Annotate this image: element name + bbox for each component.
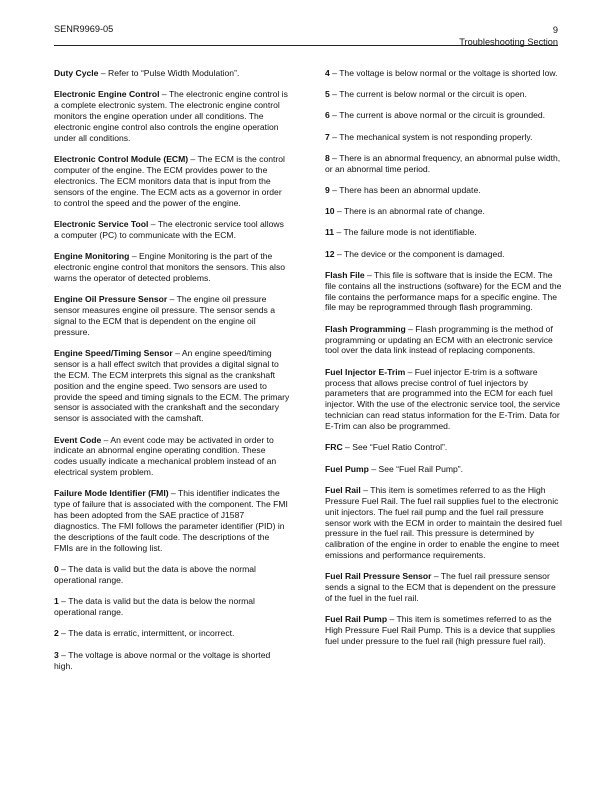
term-separator: – bbox=[329, 131, 340, 142]
term-separator: – bbox=[405, 323, 416, 334]
glossary-entry bbox=[325, 367, 563, 432]
glossary-term: Fuel Pump bbox=[325, 463, 369, 474]
header-divider bbox=[54, 45, 558, 46]
term-separator: – bbox=[58, 628, 69, 639]
term-separator: – bbox=[360, 484, 371, 495]
glossary-term: Failure Mode Identifier (FMI) bbox=[54, 488, 169, 499]
glossary-entry bbox=[325, 442, 563, 453]
glossary-entry bbox=[325, 132, 563, 143]
glossary-entry bbox=[54, 251, 290, 284]
term-separator: – bbox=[168, 488, 178, 499]
glossary-entry bbox=[325, 89, 563, 100]
glossary-entry bbox=[325, 324, 563, 357]
glossary-definition: The electronic service tool allows a computer (PC) to communicate with the ECM. bbox=[54, 218, 284, 240]
term-separator: – bbox=[329, 184, 340, 195]
glossary-entry bbox=[325, 227, 563, 238]
glossary-entry bbox=[54, 294, 290, 338]
glossary-term: Engine Oil Pressure Sensor bbox=[54, 293, 168, 304]
glossary-term: 2 bbox=[54, 628, 59, 639]
glossary-definition: The failure mode is not identifiable. bbox=[343, 227, 477, 238]
glossary-entry bbox=[54, 488, 290, 553]
glossary-definition: There has been an abnormal update. bbox=[339, 184, 481, 195]
glossary-term: 9 bbox=[325, 184, 330, 195]
glossary-entry bbox=[325, 249, 563, 260]
glossary-definition: There is an abnormal frequency, an abnormal pulse width, or an abnormal time period. bbox=[325, 152, 561, 174]
term-separator: – bbox=[329, 89, 340, 100]
term-separator: – bbox=[159, 89, 169, 100]
glossary-entry bbox=[54, 650, 290, 672]
glossary-entry bbox=[54, 68, 290, 79]
glossary-definition: This identifier indicates the type of failure that is associated with the component. The FMI has been adopted from the SAE practice of J1587 diagnostics. The FMI follows the parameter identifier (PID) in the descriptions of the fault code. The descriptions of the FMIs are in the following list. bbox=[54, 488, 288, 553]
document-id: SENR9969-05 bbox=[54, 24, 114, 34]
term-separator: – bbox=[387, 614, 397, 625]
glossary-term: 12 bbox=[325, 248, 335, 259]
term-separator: – bbox=[101, 434, 111, 445]
glossary-definition: Engine Monitoring is the part of the electronic engine control that monitors the sensors. This also warns the operator of detected problems. bbox=[54, 250, 286, 283]
glossary-term: Electronic Engine Control bbox=[54, 89, 160, 100]
glossary-term: Engine Speed/Timing Sensor bbox=[54, 347, 173, 358]
glossary-definition: The mechanical system is not responding properly. bbox=[339, 131, 533, 142]
glossary-entry bbox=[54, 219, 290, 241]
glossary-entry bbox=[54, 435, 290, 479]
glossary-definition: An engine speed/timing sensor is a hall effect switch that provides a digital signal to the ECM. The ECM interprets this signal as the crankshaft position and the engine speed. Two sensors are used to provide the speed and timing signals to the ECM. The primary sensor is associated with the crankshaft and the secondary sensor is associated with the camshaft. bbox=[54, 347, 290, 424]
term-separator: – bbox=[364, 269, 375, 280]
right-column bbox=[325, 68, 563, 657]
glossary-term: 8 bbox=[325, 152, 330, 163]
section-title: Troubleshooting Section bbox=[459, 37, 558, 47]
glossary-entry bbox=[325, 485, 563, 561]
glossary-definition: The engine oil pressure sensor measures engine oil pressure. The sensor sends a signal to the ECM that is dependent on the engine oil pressure. bbox=[54, 293, 276, 337]
glossary-definition: There is an abnormal rate of change. bbox=[343, 206, 485, 217]
glossary-definition: An event code may be activated in order to indicate an abnormal engine operating condition. These codes usually indicate a mechanical problem instead of an electrical system problem. bbox=[54, 434, 277, 478]
glossary-definition: The data is valid but the data is below the normal operational range. bbox=[54, 596, 255, 618]
glossary-term: Event Code bbox=[54, 434, 102, 445]
glossary-term: Engine Monitoring bbox=[54, 250, 130, 261]
glossary-entry bbox=[54, 348, 290, 424]
term-separator: – bbox=[172, 347, 182, 358]
term-separator: – bbox=[58, 649, 69, 660]
glossary-term: 11 bbox=[325, 227, 335, 238]
glossary-entry bbox=[325, 206, 563, 217]
glossary-entry bbox=[325, 185, 563, 196]
term-separator: – bbox=[334, 206, 344, 217]
term-separator: – bbox=[329, 68, 340, 78]
glossary-term: Flash Programming bbox=[325, 323, 406, 334]
left-column bbox=[54, 68, 290, 682]
glossary-definition: Flash programming is the method of programming or updating an ECM with an electronic service tool over the data link instead of replacing components. bbox=[325, 323, 553, 356]
page-number: 9 bbox=[552, 25, 558, 35]
term-separator: – bbox=[98, 68, 108, 78]
glossary-definition: The electronic engine control is a complete electronic system. The electronic engine control monitors the engine operation under all conditions. The electronic engine control also controls the engine operation under all conditions. bbox=[54, 89, 288, 143]
glossary-term: 6 bbox=[325, 110, 330, 121]
term-separator: – bbox=[167, 293, 177, 304]
term-separator: – bbox=[329, 110, 340, 121]
glossary-definition: Fuel injector E-trim is a software process that allows precise control of fuel injectors by parameters that are programmed into the ECM for each fuel injector. With the use of the electronic service tool, the service technician can read status information for the E-Trim. Data for E-Trim can also be programmed. bbox=[325, 366, 561, 432]
term-separator: – bbox=[405, 366, 415, 377]
glossary-definition: The current is below normal or the circuit is open. bbox=[339, 89, 527, 100]
glossary-definition: The voltage is above normal or the voltage is shorted high. bbox=[54, 649, 271, 671]
glossary-entry bbox=[325, 464, 563, 475]
glossary-entry bbox=[54, 564, 290, 586]
term-separator: – bbox=[334, 248, 344, 259]
glossary-term: Duty Cycle bbox=[54, 68, 99, 78]
glossary-term: Flash File bbox=[325, 269, 365, 280]
glossary-term: 10 bbox=[325, 206, 335, 217]
glossary-definition: This file is software that is inside the ECM. The file contains all the instructions (software) for the ECM and the file contains the performance maps for a specific engine. The file may be reprogrammed through flash programming. bbox=[325, 269, 562, 313]
glossary-definition: The ECM is the control computer of the engine. The ECM provides power to the electronics. The ECM monitors data that is input from the sensors of the engine. The ECM acts as a governor in order to control the speed and the power of the engine. bbox=[54, 154, 285, 208]
glossary-entry bbox=[325, 614, 563, 647]
glossary-definition: The data is erratic, intermittent, or incorrect. bbox=[68, 628, 235, 639]
term-separator: – bbox=[58, 596, 69, 607]
glossary-definition: See “Fuel Rail Pump”. bbox=[378, 463, 464, 474]
glossary-term: Fuel Rail bbox=[325, 484, 361, 495]
term-separator: – bbox=[188, 154, 198, 165]
glossary-entry bbox=[325, 153, 563, 175]
glossary-entry bbox=[325, 571, 563, 604]
glossary-term: 0 bbox=[54, 564, 59, 575]
glossary-term: 4 bbox=[325, 68, 330, 78]
term-separator: – bbox=[129, 250, 139, 261]
glossary-entry bbox=[325, 68, 563, 79]
glossary-term: Fuel Injector E-Trim bbox=[325, 366, 406, 377]
term-separator: – bbox=[342, 442, 353, 453]
term-separator: – bbox=[368, 463, 379, 474]
glossary-term: Electronic Service Tool bbox=[54, 218, 149, 229]
glossary-definition: The fuel rail pressure sensor sends a signal to the ECM that is dependent on the pressure of the fuel in the fuel rail. bbox=[325, 571, 556, 604]
glossary-definition: See “Fuel Ratio Control”. bbox=[352, 442, 448, 453]
glossary-entry bbox=[54, 154, 290, 209]
glossary-term: Fuel Rail Pressure Sensor bbox=[325, 571, 432, 582]
glossary-term: Fuel Rail Pump bbox=[325, 614, 388, 625]
glossary-entry bbox=[54, 89, 290, 144]
glossary-term: 7 bbox=[325, 131, 330, 142]
term-separator: – bbox=[431, 571, 441, 582]
term-separator: – bbox=[329, 152, 340, 163]
glossary-definition: The current is above normal or the circuit is grounded. bbox=[339, 110, 546, 121]
glossary-definition: This item is sometimes referred to as the High Pressure Fuel Rail. The fuel rail supplies fuel to the electronic unit injectors. The fuel rail pump and the fuel rail pressure sensor work with the ECM in order to maintain the desired fuel pressure in the fuel rail. This pressure is determined by calibration of the engine in order to enable the engine to meet emissions and performance requirements. bbox=[325, 484, 562, 561]
glossary-term: Electronic Control Module (ECM) bbox=[54, 154, 189, 165]
glossary-term: FRC bbox=[325, 442, 343, 453]
glossary-term: 3 bbox=[54, 649, 59, 660]
glossary-definition: This item is sometimes referred to as the High Pressure Fuel Rail Pump. This is a device that supplies fuel under pressure to the fuel rail (high pressure fuel rail). bbox=[325, 614, 556, 647]
glossary-entry bbox=[54, 628, 290, 639]
glossary-definition: The device or the component is damaged. bbox=[343, 248, 505, 259]
glossary-term: 5 bbox=[325, 89, 330, 100]
term-separator: – bbox=[58, 564, 69, 575]
glossary-definition: The data is valid but the data is above the normal operational range. bbox=[54, 564, 256, 586]
glossary-definition: Refer to “Pulse Width Modulation”. bbox=[107, 68, 240, 78]
glossary-entry bbox=[54, 596, 290, 618]
glossary-entry bbox=[325, 270, 563, 314]
term-separator: – bbox=[148, 218, 158, 229]
glossary-entry bbox=[325, 110, 563, 121]
glossary-term: 1 bbox=[54, 596, 59, 607]
glossary-definition: The voltage is below normal or the voltage is shorted low. bbox=[339, 68, 558, 78]
term-separator: – bbox=[334, 227, 344, 238]
